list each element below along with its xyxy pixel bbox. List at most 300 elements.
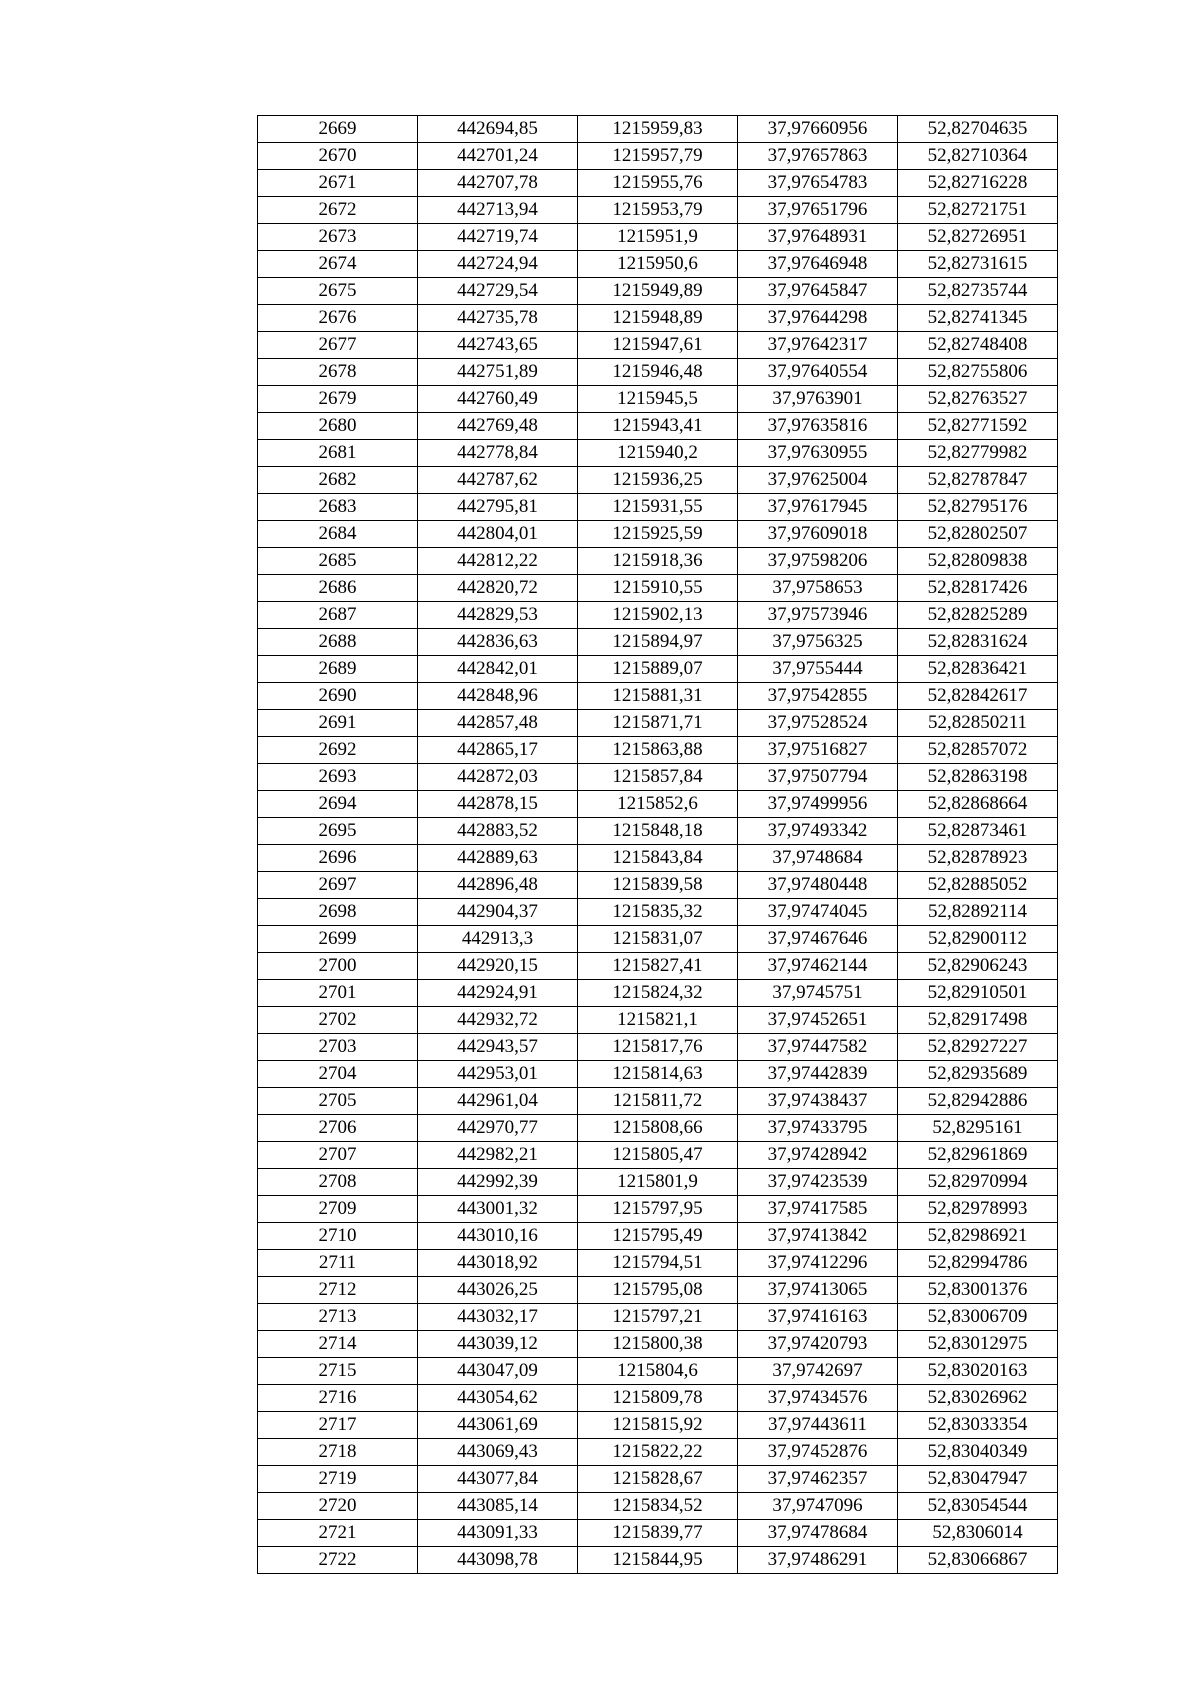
- longitude-cell: 37,97434576: [738, 1385, 898, 1412]
- y-coordinate-cell: 1215804,6: [578, 1358, 738, 1385]
- longitude-cell: 37,97452651: [738, 1007, 898, 1034]
- x-coordinate-cell: 443077,84: [418, 1466, 578, 1493]
- latitude-cell: 52,82831624: [898, 629, 1058, 656]
- y-coordinate-cell: 1215831,07: [578, 926, 738, 953]
- latitude-cell: 52,83054544: [898, 1493, 1058, 1520]
- point-number-cell: 2705: [258, 1088, 418, 1115]
- point-number-cell: 2684: [258, 521, 418, 548]
- longitude-cell: 37,97420793: [738, 1331, 898, 1358]
- point-number-cell: 2719: [258, 1466, 418, 1493]
- longitude-cell: 37,97474045: [738, 899, 898, 926]
- table-row: [258, 1223, 1058, 1250]
- point-number-cell: 2700: [258, 953, 418, 980]
- latitude-cell: 52,82978993: [898, 1196, 1058, 1223]
- table-row: [258, 1358, 1058, 1385]
- table-row: [258, 170, 1058, 197]
- latitude-cell: 52,82795176: [898, 494, 1058, 521]
- point-number-cell: 2698: [258, 899, 418, 926]
- table-row: [258, 764, 1058, 791]
- point-number-cell: 2671: [258, 170, 418, 197]
- y-coordinate-cell: 1215821,1: [578, 1007, 738, 1034]
- table-row: [258, 278, 1058, 305]
- table-row: [258, 521, 1058, 548]
- table-row: [258, 899, 1058, 926]
- table-row: [258, 116, 1058, 143]
- y-coordinate-cell: 1215848,18: [578, 818, 738, 845]
- point-number-cell: 2717: [258, 1412, 418, 1439]
- latitude-cell: 52,82721751: [898, 197, 1058, 224]
- latitude-cell: 52,82863198: [898, 764, 1058, 791]
- x-coordinate-cell: 442694,85: [418, 116, 578, 143]
- point-number-cell: 2718: [258, 1439, 418, 1466]
- latitude-cell: 52,82802507: [898, 521, 1058, 548]
- y-coordinate-cell: 1215910,55: [578, 575, 738, 602]
- longitude-cell: 37,97644298: [738, 305, 898, 332]
- x-coordinate-cell: 443054,62: [418, 1385, 578, 1412]
- y-coordinate-cell: 1215811,72: [578, 1088, 738, 1115]
- latitude-cell: 52,82986921: [898, 1223, 1058, 1250]
- point-number-cell: 2708: [258, 1169, 418, 1196]
- y-coordinate-cell: 1215871,71: [578, 710, 738, 737]
- y-coordinate-cell: 1215797,95: [578, 1196, 738, 1223]
- table-row: [258, 629, 1058, 656]
- x-coordinate-cell: 442795,81: [418, 494, 578, 521]
- longitude-cell: 37,9748684: [738, 845, 898, 872]
- x-coordinate-cell: 442920,15: [418, 953, 578, 980]
- longitude-cell: 37,9745751: [738, 980, 898, 1007]
- table-row: [258, 980, 1058, 1007]
- longitude-cell: 37,97609018: [738, 521, 898, 548]
- table-row: [258, 359, 1058, 386]
- x-coordinate-cell: 442970,77: [418, 1115, 578, 1142]
- table-row: [258, 1142, 1058, 1169]
- x-coordinate-cell: 442896,48: [418, 872, 578, 899]
- x-coordinate-cell: 442836,63: [418, 629, 578, 656]
- y-coordinate-cell: 1215949,89: [578, 278, 738, 305]
- longitude-cell: 37,97516827: [738, 737, 898, 764]
- y-coordinate-cell: 1215834,52: [578, 1493, 738, 1520]
- latitude-cell: 52,82885052: [898, 872, 1058, 899]
- longitude-cell: 37,97625004: [738, 467, 898, 494]
- longitude-cell: 37,97447582: [738, 1034, 898, 1061]
- y-coordinate-cell: 1215815,92: [578, 1412, 738, 1439]
- longitude-cell: 37,97635816: [738, 413, 898, 440]
- x-coordinate-cell: 443018,92: [418, 1250, 578, 1277]
- table-row: [258, 845, 1058, 872]
- longitude-cell: 37,97452876: [738, 1439, 898, 1466]
- latitude-cell: 52,83047947: [898, 1466, 1058, 1493]
- point-number-cell: 2695: [258, 818, 418, 845]
- longitude-cell: 37,97417585: [738, 1196, 898, 1223]
- y-coordinate-cell: 1215943,41: [578, 413, 738, 440]
- point-number-cell: 2715: [258, 1358, 418, 1385]
- x-coordinate-cell: 442865,17: [418, 737, 578, 764]
- point-number-cell: 2688: [258, 629, 418, 656]
- x-coordinate-cell: 443085,14: [418, 1493, 578, 1520]
- latitude-cell: 52,82873461: [898, 818, 1058, 845]
- point-number-cell: 2693: [258, 764, 418, 791]
- point-number-cell: 2685: [258, 548, 418, 575]
- table-row: [258, 413, 1058, 440]
- point-number-cell: 2686: [258, 575, 418, 602]
- longitude-cell: 37,97412296: [738, 1250, 898, 1277]
- latitude-cell: 52,82961869: [898, 1142, 1058, 1169]
- x-coordinate-cell: 443098,78: [418, 1547, 578, 1574]
- point-number-cell: 2675: [258, 278, 418, 305]
- table-row: [258, 602, 1058, 629]
- point-number-cell: 2702: [258, 1007, 418, 1034]
- point-number-cell: 2692: [258, 737, 418, 764]
- latitude-cell: 52,82755806: [898, 359, 1058, 386]
- x-coordinate-cell: 442842,01: [418, 656, 578, 683]
- y-coordinate-cell: 1215795,08: [578, 1277, 738, 1304]
- longitude-cell: 37,97480448: [738, 872, 898, 899]
- latitude-cell: 52,82741345: [898, 305, 1058, 332]
- longitude-cell: 37,97646948: [738, 251, 898, 278]
- latitude-cell: 52,82917498: [898, 1007, 1058, 1034]
- x-coordinate-cell: 442883,52: [418, 818, 578, 845]
- table-row: [258, 575, 1058, 602]
- x-coordinate-cell: 442904,37: [418, 899, 578, 926]
- x-coordinate-cell: 442924,91: [418, 980, 578, 1007]
- y-coordinate-cell: 1215950,6: [578, 251, 738, 278]
- y-coordinate-cell: 1215957,79: [578, 143, 738, 170]
- longitude-cell: 37,97651796: [738, 197, 898, 224]
- table-row: [258, 1250, 1058, 1277]
- latitude-cell: 52,8295161: [898, 1115, 1058, 1142]
- latitude-cell: 52,83066867: [898, 1547, 1058, 1574]
- latitude-cell: 52,82878923: [898, 845, 1058, 872]
- longitude-cell: 37,97433795: [738, 1115, 898, 1142]
- point-number-cell: 2704: [258, 1061, 418, 1088]
- table-row: [258, 1034, 1058, 1061]
- y-coordinate-cell: 1215824,32: [578, 980, 738, 1007]
- longitude-cell: 37,97486291: [738, 1547, 898, 1574]
- point-number-cell: 2721: [258, 1520, 418, 1547]
- latitude-cell: 52,82779982: [898, 440, 1058, 467]
- table-row: [258, 1277, 1058, 1304]
- x-coordinate-cell: 442820,72: [418, 575, 578, 602]
- longitude-cell: 37,97598206: [738, 548, 898, 575]
- point-number-cell: 2701: [258, 980, 418, 1007]
- table-row: [258, 1493, 1058, 1520]
- latitude-cell: 52,82906243: [898, 953, 1058, 980]
- longitude-cell: 37,9747096: [738, 1493, 898, 1520]
- x-coordinate-cell: 443061,69: [418, 1412, 578, 1439]
- table-row: [258, 1547, 1058, 1574]
- table-row: [258, 1466, 1058, 1493]
- y-coordinate-cell: 1215936,25: [578, 467, 738, 494]
- longitude-cell: 37,97413065: [738, 1277, 898, 1304]
- y-coordinate-cell: 1215827,41: [578, 953, 738, 980]
- x-coordinate-cell: 443069,43: [418, 1439, 578, 1466]
- latitude-cell: 52,82910501: [898, 980, 1058, 1007]
- latitude-cell: 52,8306014: [898, 1520, 1058, 1547]
- x-coordinate-cell: 442961,04: [418, 1088, 578, 1115]
- longitude-cell: 37,97499956: [738, 791, 898, 818]
- y-coordinate-cell: 1215805,47: [578, 1142, 738, 1169]
- latitude-cell: 52,82710364: [898, 143, 1058, 170]
- longitude-cell: 37,97617945: [738, 494, 898, 521]
- y-coordinate-cell: 1215844,95: [578, 1547, 738, 1574]
- point-number-cell: 2690: [258, 683, 418, 710]
- point-number-cell: 2682: [258, 467, 418, 494]
- y-coordinate-cell: 1215948,89: [578, 305, 738, 332]
- latitude-cell: 52,82825289: [898, 602, 1058, 629]
- latitude-cell: 52,82735744: [898, 278, 1058, 305]
- longitude-cell: 37,97443611: [738, 1412, 898, 1439]
- latitude-cell: 52,83001376: [898, 1277, 1058, 1304]
- x-coordinate-cell: 442729,54: [418, 278, 578, 305]
- latitude-cell: 52,82900112: [898, 926, 1058, 953]
- y-coordinate-cell: 1215940,2: [578, 440, 738, 467]
- latitude-cell: 52,82868664: [898, 791, 1058, 818]
- y-coordinate-cell: 1215795,49: [578, 1223, 738, 1250]
- x-coordinate-cell: 443010,16: [418, 1223, 578, 1250]
- point-number-cell: 2703: [258, 1034, 418, 1061]
- x-coordinate-cell: 442804,01: [418, 521, 578, 548]
- table-row: [258, 1169, 1058, 1196]
- x-coordinate-cell: 442953,01: [418, 1061, 578, 1088]
- x-coordinate-cell: 442743,65: [418, 332, 578, 359]
- y-coordinate-cell: 1215955,76: [578, 170, 738, 197]
- table-row: [258, 440, 1058, 467]
- point-number-cell: 2694: [258, 791, 418, 818]
- table-row: [258, 332, 1058, 359]
- latitude-cell: 52,82970994: [898, 1169, 1058, 1196]
- longitude-cell: 37,97438437: [738, 1088, 898, 1115]
- table-row: [258, 791, 1058, 818]
- y-coordinate-cell: 1215947,61: [578, 332, 738, 359]
- x-coordinate-cell: 442913,3: [418, 926, 578, 953]
- longitude-cell: 37,97542855: [738, 683, 898, 710]
- latitude-cell: 52,83033354: [898, 1412, 1058, 1439]
- latitude-cell: 52,82836421: [898, 656, 1058, 683]
- table-row: [258, 386, 1058, 413]
- coordinates-table: [257, 115, 1058, 1574]
- point-number-cell: 2681: [258, 440, 418, 467]
- latitude-cell: 52,83040349: [898, 1439, 1058, 1466]
- table-row: [258, 953, 1058, 980]
- point-number-cell: 2711: [258, 1250, 418, 1277]
- longitude-cell: 37,97573946: [738, 602, 898, 629]
- y-coordinate-cell: 1215931,55: [578, 494, 738, 521]
- x-coordinate-cell: 443047,09: [418, 1358, 578, 1385]
- longitude-cell: 37,97478684: [738, 1520, 898, 1547]
- table-row: [258, 656, 1058, 683]
- longitude-cell: 37,97654783: [738, 170, 898, 197]
- table-row: [258, 1412, 1058, 1439]
- table-row: [258, 926, 1058, 953]
- table-row: [258, 1088, 1058, 1115]
- x-coordinate-cell: 442751,89: [418, 359, 578, 386]
- point-number-cell: 2709: [258, 1196, 418, 1223]
- longitude-cell: 37,97416163: [738, 1304, 898, 1331]
- point-number-cell: 2699: [258, 926, 418, 953]
- x-coordinate-cell: 443091,33: [418, 1520, 578, 1547]
- x-coordinate-cell: 442769,48: [418, 413, 578, 440]
- longitude-cell: 37,97462144: [738, 953, 898, 980]
- table-row: [258, 305, 1058, 332]
- table-row: [258, 251, 1058, 278]
- table-row: [258, 1196, 1058, 1223]
- x-coordinate-cell: 442760,49: [418, 386, 578, 413]
- table-row: [258, 143, 1058, 170]
- x-coordinate-cell: 443039,12: [418, 1331, 578, 1358]
- x-coordinate-cell: 442848,96: [418, 683, 578, 710]
- x-coordinate-cell: 442857,48: [418, 710, 578, 737]
- x-coordinate-cell: 442943,57: [418, 1034, 578, 1061]
- point-number-cell: 2714: [258, 1331, 418, 1358]
- y-coordinate-cell: 1215889,07: [578, 656, 738, 683]
- table-row: [258, 467, 1058, 494]
- table-row: [258, 1115, 1058, 1142]
- longitude-cell: 37,97630955: [738, 440, 898, 467]
- longitude-cell: 37,97423539: [738, 1169, 898, 1196]
- y-coordinate-cell: 1215881,31: [578, 683, 738, 710]
- y-coordinate-cell: 1215902,13: [578, 602, 738, 629]
- longitude-cell: 37,97640554: [738, 359, 898, 386]
- point-number-cell: 2722: [258, 1547, 418, 1574]
- latitude-cell: 52,82927227: [898, 1034, 1058, 1061]
- y-coordinate-cell: 1215801,9: [578, 1169, 738, 1196]
- latitude-cell: 52,82748408: [898, 332, 1058, 359]
- x-coordinate-cell: 442724,94: [418, 251, 578, 278]
- point-number-cell: 2676: [258, 305, 418, 332]
- latitude-cell: 52,82726951: [898, 224, 1058, 251]
- longitude-cell: 37,97467646: [738, 926, 898, 953]
- point-number-cell: 2687: [258, 602, 418, 629]
- y-coordinate-cell: 1215800,38: [578, 1331, 738, 1358]
- y-coordinate-cell: 1215835,32: [578, 899, 738, 926]
- point-number-cell: 2713: [258, 1304, 418, 1331]
- x-coordinate-cell: 442889,63: [418, 845, 578, 872]
- x-coordinate-cell: 443001,32: [418, 1196, 578, 1223]
- y-coordinate-cell: 1215794,51: [578, 1250, 738, 1277]
- x-coordinate-cell: 442992,39: [418, 1169, 578, 1196]
- y-coordinate-cell: 1215857,84: [578, 764, 738, 791]
- y-coordinate-cell: 1215817,76: [578, 1034, 738, 1061]
- x-coordinate-cell: 442787,62: [418, 467, 578, 494]
- longitude-cell: 37,9763901: [738, 386, 898, 413]
- table-row: [258, 1439, 1058, 1466]
- y-coordinate-cell: 1215945,5: [578, 386, 738, 413]
- point-number-cell: 2697: [258, 872, 418, 899]
- table-row: [258, 494, 1058, 521]
- latitude-cell: 52,82716228: [898, 170, 1058, 197]
- longitude-cell: 37,97642317: [738, 332, 898, 359]
- y-coordinate-cell: 1215918,36: [578, 548, 738, 575]
- y-coordinate-cell: 1215814,63: [578, 1061, 738, 1088]
- point-number-cell: 2670: [258, 143, 418, 170]
- latitude-cell: 52,82763527: [898, 386, 1058, 413]
- point-number-cell: 2669: [258, 116, 418, 143]
- x-coordinate-cell: 442713,94: [418, 197, 578, 224]
- point-number-cell: 2679: [258, 386, 418, 413]
- point-number-cell: 2712: [258, 1277, 418, 1304]
- point-number-cell: 2677: [258, 332, 418, 359]
- point-number-cell: 2720: [258, 1493, 418, 1520]
- latitude-cell: 52,82787847: [898, 467, 1058, 494]
- latitude-cell: 52,82817426: [898, 575, 1058, 602]
- latitude-cell: 52,82771592: [898, 413, 1058, 440]
- coordinates-table-body: [258, 116, 1058, 1574]
- point-number-cell: 2716: [258, 1385, 418, 1412]
- x-coordinate-cell: 442982,21: [418, 1142, 578, 1169]
- table-row: [258, 1007, 1058, 1034]
- latitude-cell: 52,82935689: [898, 1061, 1058, 1088]
- y-coordinate-cell: 1215809,78: [578, 1385, 738, 1412]
- x-coordinate-cell: 443032,17: [418, 1304, 578, 1331]
- point-number-cell: 2672: [258, 197, 418, 224]
- longitude-cell: 37,97493342: [738, 818, 898, 845]
- longitude-cell: 37,97657863: [738, 143, 898, 170]
- point-number-cell: 2691: [258, 710, 418, 737]
- table-row: [258, 1520, 1058, 1547]
- point-number-cell: 2683: [258, 494, 418, 521]
- longitude-cell: 37,97507794: [738, 764, 898, 791]
- latitude-cell: 52,83020163: [898, 1358, 1058, 1385]
- point-number-cell: 2707: [258, 1142, 418, 1169]
- latitude-cell: 52,83026962: [898, 1385, 1058, 1412]
- x-coordinate-cell: 442829,53: [418, 602, 578, 629]
- latitude-cell: 52,82850211: [898, 710, 1058, 737]
- table-row: [258, 710, 1058, 737]
- latitude-cell: 52,82857072: [898, 737, 1058, 764]
- latitude-cell: 52,83012975: [898, 1331, 1058, 1358]
- latitude-cell: 52,82892114: [898, 899, 1058, 926]
- y-coordinate-cell: 1215959,83: [578, 116, 738, 143]
- latitude-cell: 52,82731615: [898, 251, 1058, 278]
- y-coordinate-cell: 1215797,21: [578, 1304, 738, 1331]
- longitude-cell: 37,97462357: [738, 1466, 898, 1493]
- x-coordinate-cell: 442701,24: [418, 143, 578, 170]
- point-number-cell: 2710: [258, 1223, 418, 1250]
- x-coordinate-cell: 442878,15: [418, 791, 578, 818]
- y-coordinate-cell: 1215843,84: [578, 845, 738, 872]
- longitude-cell: 37,9742697: [738, 1358, 898, 1385]
- x-coordinate-cell: 442719,74: [418, 224, 578, 251]
- table-row: [258, 1061, 1058, 1088]
- x-coordinate-cell: 442812,22: [418, 548, 578, 575]
- point-number-cell: 2689: [258, 656, 418, 683]
- longitude-cell: 37,9756325: [738, 629, 898, 656]
- x-coordinate-cell: 442707,78: [418, 170, 578, 197]
- longitude-cell: 37,9755444: [738, 656, 898, 683]
- y-coordinate-cell: 1215852,6: [578, 791, 738, 818]
- table-row: [258, 224, 1058, 251]
- longitude-cell: 37,97648931: [738, 224, 898, 251]
- longitude-cell: 37,97442839: [738, 1061, 898, 1088]
- y-coordinate-cell: 1215894,97: [578, 629, 738, 656]
- table-row: [258, 818, 1058, 845]
- latitude-cell: 52,82842617: [898, 683, 1058, 710]
- longitude-cell: 37,97660956: [738, 116, 898, 143]
- table-row: [258, 1385, 1058, 1412]
- point-number-cell: 2680: [258, 413, 418, 440]
- y-coordinate-cell: 1215925,59: [578, 521, 738, 548]
- y-coordinate-cell: 1215951,9: [578, 224, 738, 251]
- latitude-cell: 52,82809838: [898, 548, 1058, 575]
- y-coordinate-cell: 1215828,67: [578, 1466, 738, 1493]
- point-number-cell: 2696: [258, 845, 418, 872]
- y-coordinate-cell: 1215839,77: [578, 1520, 738, 1547]
- x-coordinate-cell: 442932,72: [418, 1007, 578, 1034]
- point-number-cell: 2673: [258, 224, 418, 251]
- longitude-cell: 37,97413842: [738, 1223, 898, 1250]
- table-row: [258, 683, 1058, 710]
- table-row: [258, 872, 1058, 899]
